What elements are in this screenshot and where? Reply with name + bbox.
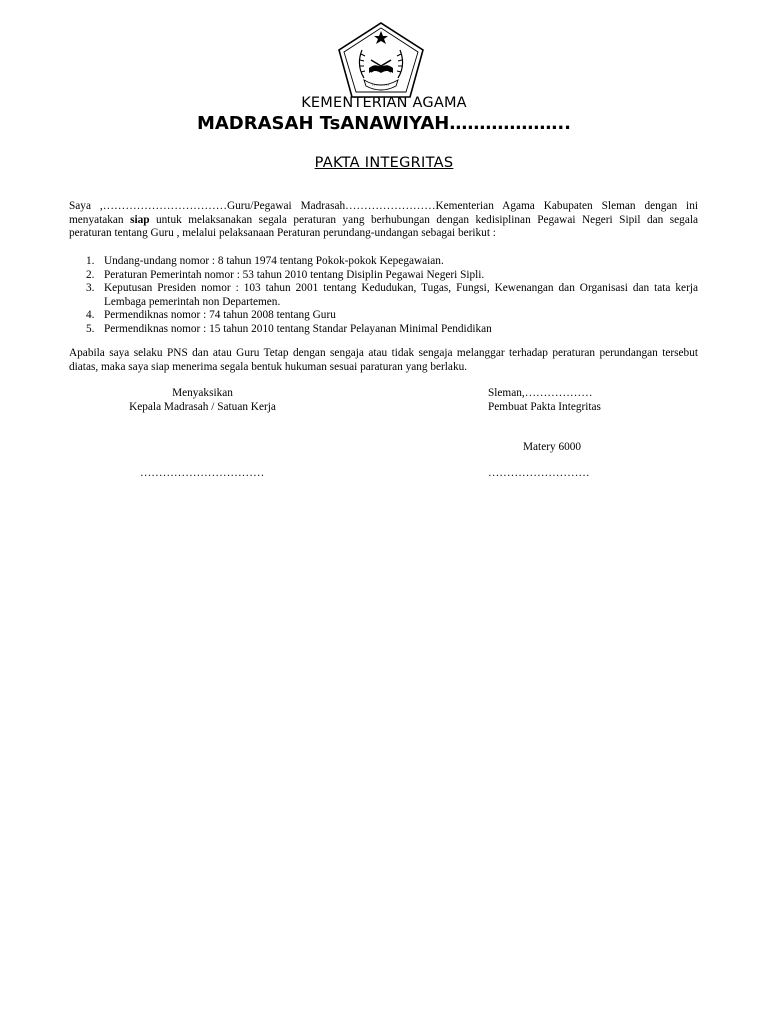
list-item-text: Peraturan Pemerintah nomor : 53 tahun 2010 tentang Disiplin Pegawai Negeri Sipli. [104,268,485,281]
regulation-list [69,255,698,337]
closing-paragraph [69,347,698,374]
signer-role: Pembuat Pakta Integritas [488,400,601,413]
intro-line-2-post: untuk melaksanakan segala peraturan yang berhubungan dengan kedisiplinan Pegawai Negeri Sipil dan segala [149,213,698,226]
intro-line-2 [69,214,698,228]
school-name: MADRASAH TsANAWIYAH……………….. [196,113,572,134]
closing-line-1: Apabila saya selaku PNS dan atau Guru Tetap dengan sengaja atau tidak sengaja melanggar terhadap peraturan perundangan tersebut [69,347,698,359]
witness-signature-block [100,387,305,414]
intro-line-1: Saya ,……………………………Guru/Pegawai Madrasah……………………Kementerian Agama Kabupaten Sleman dengan ini [69,200,698,212]
list-item-number: 2. [86,268,95,281]
kementerian-agama-emblem-icon [334,20,428,100]
list-item-number: 5. [86,322,95,335]
list-item-text: Keputusan Presiden nomor : 103 tahun 2001 tentang Kedudukan, Tugas, Fungsi, Kewenangan dan Organisasi dan tata kerja Lembaga pemerintah non Departemen. [104,282,698,308]
list-item [69,282,698,309]
page-title: PAKTA INTEGRITAS [314,155,454,171]
intro-line-3: peraturan tentang Guru , melalui pelaksanaan Peraturan perundang-undangan sebagai berikut : [69,227,496,240]
list-item-number: 4. [86,309,95,322]
list-item-text: Permendiknas nomor : 74 tahun 2008 tentang Guru [104,309,336,322]
ministry-name: KEMENTERIAN AGAMA [301,95,467,111]
place-date: Sleman,……………… [488,387,593,399]
signer-signature-block [488,387,698,414]
stamp-note: Matery 6000 [523,441,582,453]
list-item-number: 1. [86,255,95,267]
list-item [69,255,698,269]
intro-bold-word: siap [130,213,150,226]
witness-name-placeholder: …………………………… [140,467,265,479]
list-item-text: Permendiknas nomor : 15 tahun 2010 tentang Standar Pelayanan Minimal Pendidikan [104,322,492,335]
list-item [69,309,698,323]
list-item [69,269,698,283]
intro-paragraph [69,200,698,241]
signer-name-placeholder: ……………………… [488,467,590,479]
list-item [69,323,698,337]
witness-role: Kepala Madrasah / Satuan Kerja [129,400,276,413]
closing-line-2: diatas, maka saya siap menerima segala bentuk hukuman sesuai paraturan yang berlaku. [69,360,468,373]
witness-label: Menyaksikan [172,387,233,399]
list-item-number: 3. [86,282,95,295]
list-item-text: Undang-undang nomor : 8 tahun 1974 tentang Pokok-pokok Kepegawaian. [104,255,444,267]
intro-line-2-pre: menyatakan [69,213,131,226]
